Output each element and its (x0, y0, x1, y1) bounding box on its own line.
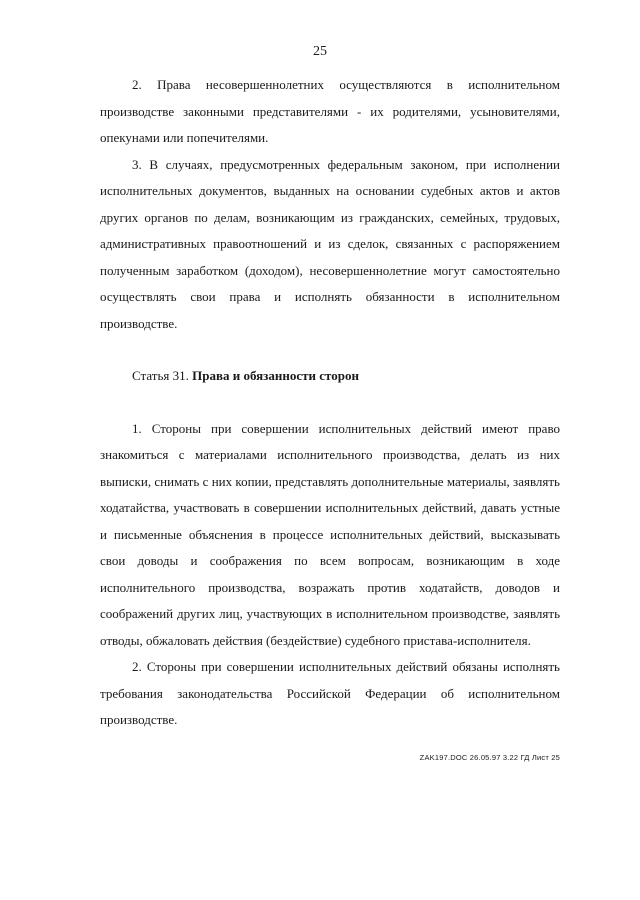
article-heading (100, 363, 560, 390)
paragraph-minors-independent-rights: 3. В случаях, предусмотренных федеральным законом, при исполнении исполнительных документов, выданных на основании судебных актов и актов других органов по делам, возникающим из гражданских, семейных, трудовых, административных правоотношений и из сделок, связанных с распоряжением полученным заработком (доходом), несовершеннолетние могут самостоятельно осуществлять свои права и исполнять обязанности в исполнительном производстве. (100, 156, 560, 331)
document-body (100, 72, 560, 734)
article-label: Статья 31. (132, 368, 189, 383)
article-title: Права и обязанности сторон (192, 368, 359, 383)
paragraph-parties-rights: 1. Стороны при совершении исполнительных действий имеют право знакомиться с материалами исполнительного производства, делать из них выписки, снимать с них копии, представлять дополнительные материалы, заявлять ходатайства, участвовать в совершении исполнительных действий, давать устные и письменные объяснения в процессе исполнительных действий, высказывать свои доводы и соображения по всем вопросам, возникающим в ходе исполнительного производства, возражать против ходатайств, доводов и соображений других лиц, участвующих в исполнительном производстве, заявлять отводы, обжаловать действия (бездействие) судебного пристава-исполнителя. (100, 420, 560, 648)
footer-stamp: ZAK197.DOC 26.05.97 3.22 ГД Лист 25 (419, 753, 560, 762)
paragraph-parties-obligations: 2. Стороны при совершении исполнительных действий обязаны исполнять требования законодательства Российской Федерации об исполнительном производстве. (100, 659, 560, 727)
paragraph-rights-of-minors: 2. Права несовершеннолетних осуществляются в исполнительном производстве законными представителями - их родителями, усыновителями, опекунами или попечителями. (100, 77, 560, 145)
page-number: 25 (313, 44, 327, 59)
